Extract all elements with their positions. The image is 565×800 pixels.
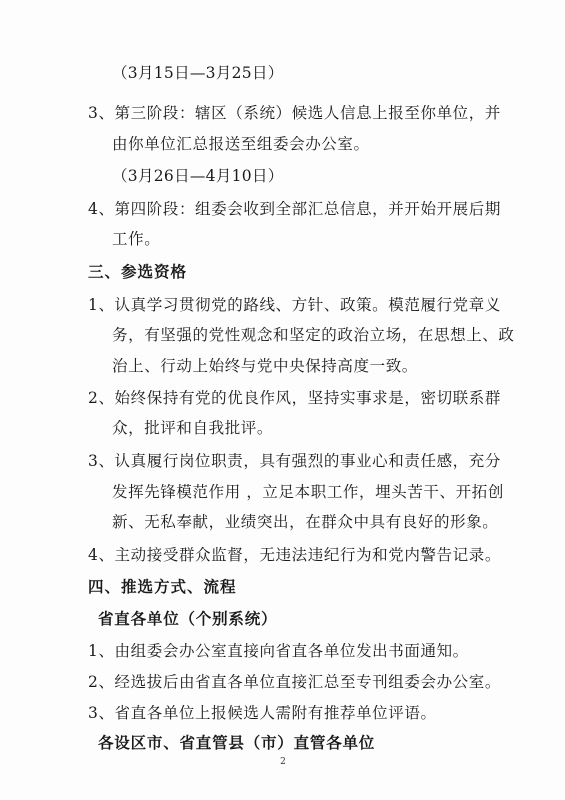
nomination-item-2: 2、经选拔后由省直各单位直接汇总至专刊组委会办公室。 bbox=[88, 673, 501, 691]
page-number: 2 bbox=[280, 757, 286, 767]
subheading-city-county-units: 各设区市、省直管县（市）直管各单位 bbox=[98, 733, 376, 752]
stage-3-text: 3、第三阶段：辖区（系统）候选人信息上报至你单位，并 bbox=[88, 104, 501, 122]
eligibility-item-1-cont-b: 治上、行动上始终与党中央保持高度一致。 bbox=[112, 357, 418, 375]
subheading-provincial-units: 省直各单位（个别系统） bbox=[98, 609, 278, 628]
eligibility-item-1-cont-a: 务，有坚强的党性观念和坚定的政治立场，在思想上、政 bbox=[112, 326, 515, 344]
eligibility-item-2-cont: 众，批评和自我批评。 bbox=[112, 419, 274, 437]
nomination-item-3: 3、省直各单位上报候选人需附有推荐单位评语。 bbox=[88, 704, 437, 722]
date-range-stage-3: （3月26日—4月10日） bbox=[112, 167, 284, 185]
eligibility-item-3-cont-a: 发挥先锋模范作用 ，立足本职工作，埋头苦干、开拓创 bbox=[112, 483, 504, 501]
nomination-item-1: 1、由组委会办公室直接向省直各单位发出书面通知。 bbox=[88, 642, 469, 660]
stage-4-text: 4、第四阶段：组委会收到全部汇总信息，并开始开展后期 bbox=[88, 200, 501, 218]
section-heading-nomination: 四、推选方式、流程 bbox=[88, 577, 237, 596]
eligibility-item-3: 3、认真履行岗位职责，具有强烈的事业心和责任感，充分 bbox=[88, 452, 501, 470]
date-range-stage-2: （3月15日—3月25日） bbox=[112, 64, 284, 82]
eligibility-item-1: 1、认真学习贯彻党的路线、方针、政策。模范履行党章义 bbox=[88, 296, 501, 314]
stage-3-text-cont: 由你单位汇总报送至组委会办公室。 bbox=[112, 135, 370, 153]
eligibility-item-4: 4、主动接受群众监督，无违法违纪行为和党内警告记录。 bbox=[88, 546, 501, 564]
stage-4-text-cont: 工作。 bbox=[112, 230, 161, 248]
eligibility-item-2: 2、始终保持有党的优良作风，坚持实事求是，密切联系群 bbox=[88, 389, 501, 407]
eligibility-item-3-cont-b: 新、无私奉献，业绩突出，在群众中具有良好的形象。 bbox=[112, 513, 499, 531]
section-heading-eligibility: 三、参选资格 bbox=[88, 262, 188, 281]
